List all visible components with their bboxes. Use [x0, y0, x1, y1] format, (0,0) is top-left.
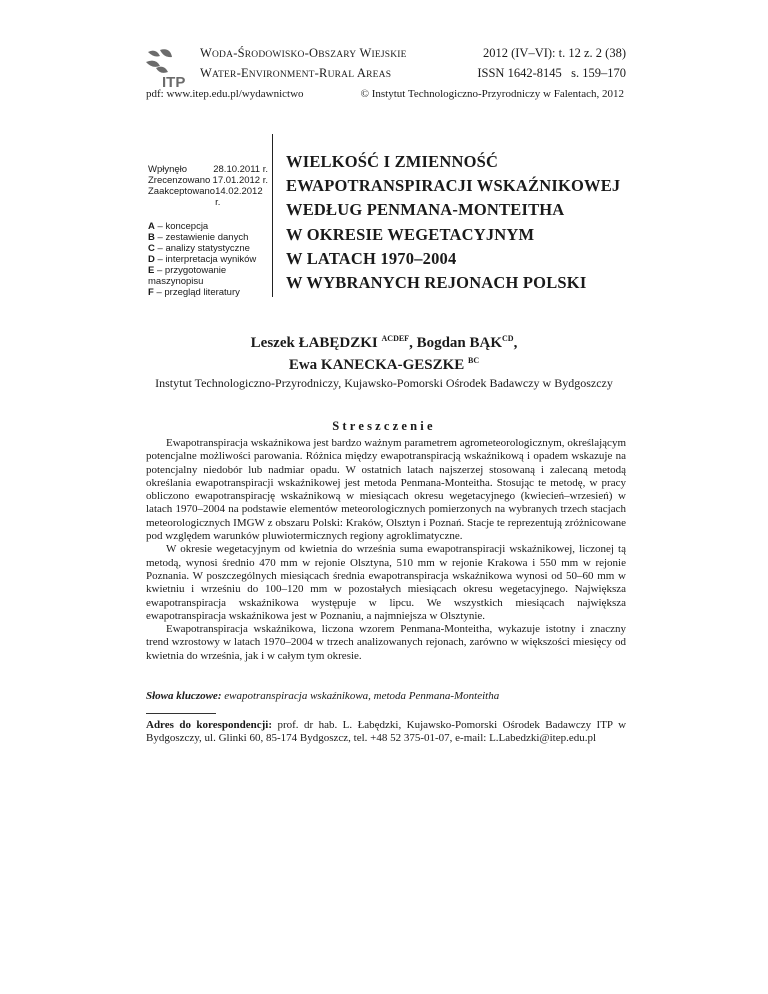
date-reviewed: Zrecenzowano 17.01.2012 r. [148, 175, 268, 186]
title-line: EWAPOTRANSPIRACJI WSKAŹNIKOWEJ [286, 176, 621, 196]
issue-info: 2012 (IV–VI): t. 12 z. 2 (38) [482, 46, 626, 60]
contribution-item: D – interpretacja wyników [148, 254, 257, 265]
contribution-legend [148, 221, 268, 298]
title-line: WEDŁUG PENMANA-MONTEITHA [286, 200, 565, 220]
date-accepted: Zaakceptowano 14.02.2012 r. [148, 186, 263, 208]
contribution-item: C – analizy statystyczne [148, 243, 250, 254]
title-line: W LATACH 1970–2004 [286, 248, 457, 268]
title-line: WIELKOŚĆ I ZMIENNOŚĆ [286, 152, 499, 171]
authors-line-1: Leszek ŁABĘDZKI $^{ACDEF}$, Bogdan $BĄK^{CD}$, [250, 334, 518, 351]
abstract-paragraph: W okresie wegetacyjnym od kwietnia do września suma ewapotranspiracji wskaźnikowej, liczonej tą metodą, wynosi średnio 470 mm w rejonie Olsztyna, 510 mm w rejonie Krakowa i 550 mm w rejonie Poznania. W poszczególnych miesiącach średnia ewapotranspiracja wskaźnikowa wynosi od 50–60 mm w kwietniu i wrześniu do 100–120 mm w pozostałych miesiącach okresu wegetacyjnego. Największa ewapotranspiracja wskaźnikowa występuje w lipcu. We wszystkich miesiącach największa ewapotranspiracja wskaźnikowa jest w Poznaniu, a najmniejsza w Olsztynie. [146, 543, 626, 622]
article-meta [148, 164, 268, 298]
contribution-item: B – zestawienie danych [148, 232, 249, 243]
vertical-divider [272, 134, 273, 297]
authors [0, 330, 768, 374]
abstract-paragraph: Ewapotranspiracja wskaźnikowa jest bardzo ważnym parametrem agrometeorologicznym, określającym potencjalne możliwości parowania. Różnica między ewapotranspiracją wskaźnikową i opadem wskazuje na potencjalny niedobór lub nadmiar opadu. W ostatnich latach najszerzej stosowaną i zalecaną metodą określania ewapotranspiracji wskaźnikowej jest metoda Penmana-Monteitha. Stosując te metodę, w pracy obliczono ewapotranspirację wskaźnikową w miesiącach okresu wegetacyjnego (kwiecień–wrzesień) w latach 1970–2004 na podstawie elementów meteorologicznych pomierzonych na wybranych trzech stacjach meteorologicznych IMGW z obszaru Polski: Kraków, Olsztyn i Poznań. Stacje te reprezentują zróżnicowane pod względem warunków pluwiotermicznych regiony agroklimatyczne. [146, 437, 626, 543]
journal-title-pl: WODA-ŚRODOWISKO-OBSZARY WIEJSKIE [200, 46, 407, 60]
title-line: W OKRESIE WEGETACYJNYM [286, 224, 535, 244]
contribution-item: F – przegląd literatury [148, 287, 240, 298]
journal-title-en: WATER-ENVIRONMENT-RURAL AREAS [200, 66, 392, 80]
authors-line-2: Ewa KANECKA-GESZKE $^{BC}$ [288, 356, 480, 373]
title-line: W WYBRANYCH REJONACH POLSKI [286, 273, 587, 293]
copyright: © Instytut Technologiczno-Przyrodniczy w Falentach, 2012 [360, 88, 624, 100]
footnote-rule [146, 713, 216, 714]
abstract-paragraph: Ewapotranspiracja wskaźnikowa, liczona wzorem Penmana-Monteitha, wykazuje istotny i znaczny trend wzrostowy w latach 1970–2004 w trzech analizowanych rejonach, zarówno w większości miesięcy od kwietnia do września, jak i w całym tym okresie. [146, 623, 626, 662]
pdf-url[interactable]: pdf: www.itep.edu.pl/wydawnictwo [146, 88, 304, 100]
abstract [146, 437, 626, 663]
date-received: Wpłynęło 28.10.2011 r. [148, 164, 268, 175]
abstract-heading: Streszczenie [332, 419, 436, 433]
affiliation: Instytut Technologiczno-Przyrodniczy, Kujawsko-Pomorski Ośrodek Badawczy w Bydgoszczy [155, 376, 613, 390]
keywords: Słowa kluczowe: ewapotranspiracja wskaźnikowa, metoda Penmana-Monteitha [146, 690, 500, 702]
logo-text: ITP [162, 74, 186, 88]
contribution-item: A – koncepcja [148, 221, 209, 232]
correspondence: Adres do korespondencji: prof. dr hab. L. Łabędzki, Kujawsko-Pomorski Ośrodek Badawczy ITP w Bydgoszczy, ul. Glinki 60, 85-174 Bydgoszcz, tel. +48 52 375-01-07, e-mail: L.Labedzki@itep.edu.pl [146, 719, 627, 745]
itp-logo [146, 48, 200, 88]
article-title [286, 150, 626, 295]
contribution-item: E – przygotowanie maszynopisu [148, 265, 227, 287]
issn-pages: ISSN 1642-8145 s. 159–170 [477, 66, 626, 80]
